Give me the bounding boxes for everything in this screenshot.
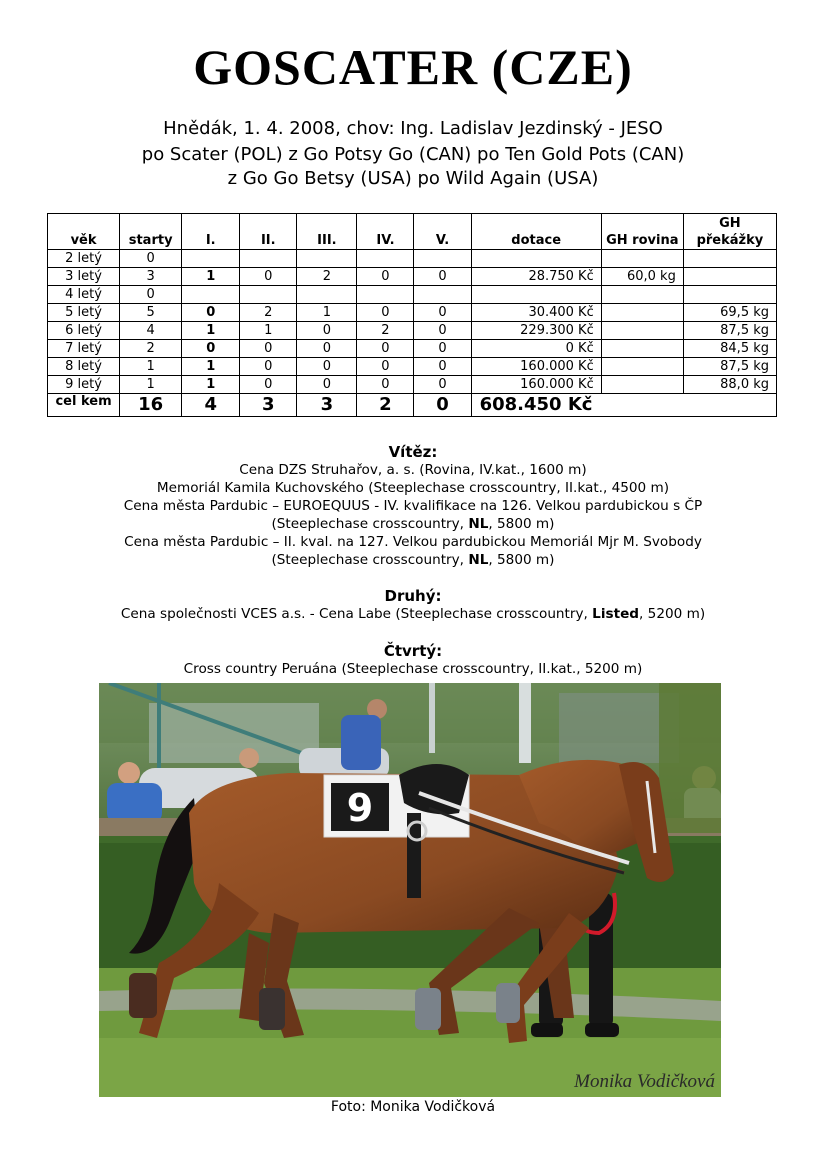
photo-signature: Monika Vodičková [574,1071,715,1092]
second-line-1 [0,605,826,623]
table-cell: 7 letý [48,340,120,358]
table-cell: 1 [297,304,357,322]
table-cell: 229.300 Kč [471,322,601,340]
table-cell [471,286,601,304]
header-gh-flat [601,214,683,250]
table-cell: 30.400 Kč [471,304,601,322]
table-cell [601,322,683,340]
table-cell [240,250,297,268]
table-cell: 1 [182,376,240,394]
table-cell: 0 [414,376,471,394]
header-first: I. [182,214,240,250]
table-cell: 3 letý [48,268,120,286]
pedigree-line-2: po Scater (POL) z Go Potsy Go (CAN) po Ten Gold Pots (CAN) [141,144,685,165]
header-gh-hurdles-label: GH překážky [696,216,764,248]
table-cell: 60,0 kg [601,268,683,286]
second-line-1-bold: Listed [592,606,640,622]
header-age: věk [48,214,120,250]
total-second: 3 [240,394,297,417]
table-cell: 1 [182,322,240,340]
table-cell: 6 letý [48,322,120,340]
table-row [48,322,777,340]
table-cell: 0 [297,340,357,358]
table-cell [683,286,776,304]
header-fourth: IV. [357,214,414,250]
total-fifth: 0 [414,394,471,417]
table-cell: 2 [240,304,297,322]
table-cell [601,340,683,358]
winner-line-1: Cena DZS Struhařov, a. s. (Rovina, IV.kat., 1600 m) [239,462,587,478]
table-cell [182,250,240,268]
table-cell: 8 letý [48,358,120,376]
table-cell [182,286,240,304]
second-line-1-post: , 5200 m) [639,606,706,622]
table-header-row [48,214,777,250]
table-cell: 5 letý [48,304,120,322]
winner-line-4-bold: NL [468,516,489,532]
second-line-1-pre: Cena společnosti VCES a.s. - Cena Labe (Steeplechase crosscountry, [120,606,593,622]
table-cell: 0 [414,268,471,286]
table-row [48,286,777,304]
table-cell: 69,5 kg [683,304,776,322]
table-cell: 0 [297,358,357,376]
second-heading: Druhý: [384,587,442,605]
table-cell: 4 letý [48,286,120,304]
table-total-row [48,394,777,417]
table-cell: 1 [120,358,182,376]
table-cell: 1 [182,358,240,376]
table-cell: 0 [357,340,414,358]
horse-photo-illustration [99,683,721,1097]
table-cell [601,286,683,304]
table-cell: 0 [240,358,297,376]
table-cell: 0 [357,376,414,394]
table-cell: 160.000 Kč [471,376,601,394]
table-cell: 1 [240,322,297,340]
table-cell [357,286,414,304]
winner-line-6-bold: NL [468,552,489,568]
table-cell: 0 [357,358,414,376]
table-cell: 2 letý [48,250,120,268]
table-cell: 87,5 kg [683,322,776,340]
winner-line-4-post: , 5800 m) [488,516,555,532]
header-gh-flat-label: GH rovina [606,233,679,248]
table-cell: 0 [297,376,357,394]
table-cell: 88,0 kg [683,376,776,394]
photo-caption: Foto: Monika Vodičková [330,1099,496,1115]
winner-line-4-pre: (Steeplechase crosscountry, [271,516,469,532]
winner-line-5: Cena města Pardubic – II. kval. na 127. Velkou pardubickou Memoriál Mjr M. Svobody [124,534,702,550]
table-cell: 0 [240,340,297,358]
winner-line-6-post: , 5800 m) [488,552,555,568]
table-cell [683,268,776,286]
table-cell: 0 [297,322,357,340]
header-starts: starty [120,214,182,250]
table-row [48,376,777,394]
winner-line-6-pre: (Steeplechase crosscountry, [271,552,469,568]
table-cell: 0 [182,340,240,358]
header-fifth: V. [414,214,471,250]
header-gh-hurdles [683,214,776,250]
winner-heading: Vítěz: [388,443,438,461]
table-cell [414,250,471,268]
table-body [48,250,777,394]
header-third: III. [297,214,357,250]
total-label: cel kem [48,394,120,417]
table-cell: 0 [120,286,182,304]
saddle-number: 9 [346,786,374,830]
table-cell: 1 [182,268,240,286]
table-row [48,268,777,286]
table-cell [297,250,357,268]
second-section [0,587,826,623]
page-title: GOSCATER (CZE) [193,39,633,95]
table-cell: 0 [120,250,182,268]
winner-line-2: Memoriál Kamila Kuchovského (Steeplechase crosscountry, II.kat., 4500 m) [156,480,670,496]
fourth-line-1: Cross country Peruána (Steeplechase crosscountry, II.kat., 5200 m) [183,661,643,677]
table-cell: 87,5 kg [683,358,776,376]
results-table [47,213,777,417]
winner-line-6 [0,551,826,569]
table-cell [601,358,683,376]
total-starts: 16 [120,394,182,417]
table-cell: 2 [297,268,357,286]
table-cell: 0 [414,340,471,358]
table-cell: 2 [357,322,414,340]
table-cell: 0 [240,268,297,286]
fourth-heading: Čtvrtý: [383,642,443,660]
winner-section [0,443,826,569]
winner-line-3: Cena města Pardubic – EUROEQUUS - IV. kvalifikace na 126. Velkou pardubickou s ČP [123,498,703,514]
table-cell [601,250,683,268]
table-cell [471,250,601,268]
table-cell: 2 [120,340,182,358]
total-first: 4 [182,394,240,417]
table-cell: 3 [120,268,182,286]
table-cell: 1 [120,376,182,394]
table-cell: 160.000 Kč [471,358,601,376]
table-cell: 0 [414,358,471,376]
table-row [48,250,777,268]
table-cell [414,286,471,304]
header-prize: dotace [471,214,601,250]
table-cell [601,304,683,322]
table-row [48,340,777,358]
table-cell: 0 [240,376,297,394]
header-second: II. [240,214,297,250]
table-cell: 0 [357,268,414,286]
table-cell [601,376,683,394]
winner-line-4 [0,515,826,533]
table-cell: 5 [120,304,182,322]
fourth-section [0,642,826,678]
table-cell: 0 [414,304,471,322]
table-cell: 0 Kč [471,340,601,358]
table-cell: 84,5 kg [683,340,776,358]
table-row [48,304,777,322]
table-cell: 0 [182,304,240,322]
table-cell [240,286,297,304]
total-prize: 608.450 Kč [471,394,776,417]
horse-photo [99,683,721,1097]
table-cell [357,250,414,268]
table-row [48,358,777,376]
total-fourth: 2 [357,394,414,417]
table-cell [683,250,776,268]
pedigree-line-1: Hnědák, 1. 4. 2008, chov: Ing. Ladislav Jezdinský - JESO [163,118,663,139]
table-cell: 0 [414,322,471,340]
table-cell: 9 letý [48,376,120,394]
total-third: 3 [297,394,357,417]
table-cell: 4 [120,322,182,340]
table-cell: 0 [357,304,414,322]
table-cell [297,286,357,304]
pedigree-line-3: z Go Go Betsy (USA) po Wild Again (USA) [227,168,599,189]
table-cell: 28.750 Kč [471,268,601,286]
